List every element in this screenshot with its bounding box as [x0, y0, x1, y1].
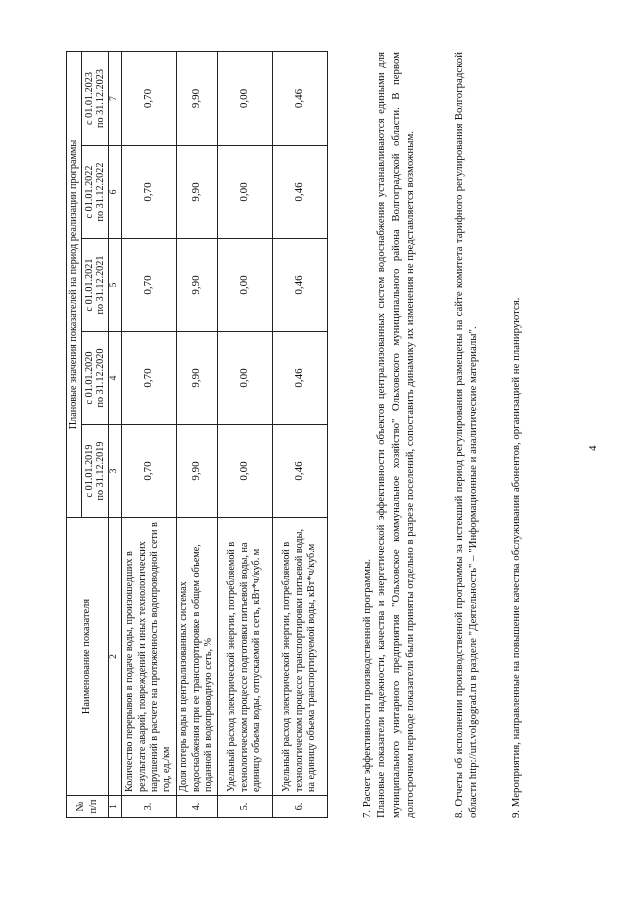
section-9-text: 9. Мероприятия, направленные на повышение качества обслуживания абонентов, организацией не планируются.: [510, 297, 522, 818]
column-index: 3: [109, 425, 122, 518]
section-8-text: 8. Отчеты об исполнении производственной программы за истекший период регулирования размещены на сайте комитета тарифного регулирования Волгоградской области http://urt.volgograd.ru в разделе "Деятельность" – "Информационные и аналитические материалы".: [453, 52, 480, 818]
column-index: 5: [109, 239, 122, 332]
indicator-value: 0,46: [272, 239, 327, 332]
indicator-value: 0,00: [217, 146, 272, 239]
indicator-value: 9,90: [176, 332, 217, 425]
indicator-value: 9,90: [176, 239, 217, 332]
indicator-value: 9,90: [176, 146, 217, 239]
indicator-value: 0,46: [272, 52, 327, 146]
indicator-value: 0,00: [217, 52, 272, 146]
col-name-header: Наименование показателя: [67, 518, 109, 796]
indicator-value: 9,90: [176, 425, 217, 518]
indicator-value: 0,00: [217, 332, 272, 425]
table-row: [217, 52, 272, 818]
section-7-title: 7. Расчет эффективности производственной программы.: [361, 558, 373, 818]
row-number: 3.: [121, 796, 176, 818]
period-header: с 01.01.2022 по 31.12.2022: [82, 146, 109, 239]
indicator-value: 0,46: [272, 146, 327, 239]
indicator-value: 0,70: [121, 332, 176, 425]
period-header: с 01.01.2023 по 31.12.2023: [82, 52, 109, 146]
indicator-value: 0,46: [272, 425, 327, 518]
column-index: 4: [109, 332, 122, 425]
column-index: 7: [109, 52, 122, 146]
indicator-value: 0,70: [121, 146, 176, 239]
column-index: 1: [109, 796, 122, 818]
indicator-value: 0,00: [217, 239, 272, 332]
row-number: 5.: [217, 796, 272, 818]
table-header-row: [67, 52, 82, 818]
plan-header: Плановые значения показателей на период реализации программы: [67, 52, 82, 518]
section-8: [452, 52, 481, 818]
period-header: с 01.01.2021 по 31.12.2021: [82, 239, 109, 332]
indicator-value: 0,70: [121, 239, 176, 332]
indicator-value: 0,70: [121, 425, 176, 518]
section-9: [509, 52, 523, 818]
table-row: [176, 52, 217, 818]
period-header: с 01.01.2019 по 31.12.2019: [82, 425, 109, 518]
row-number: 6.: [272, 796, 327, 818]
table-row: [272, 52, 327, 818]
section-7: [360, 52, 417, 818]
row-number: 4.: [176, 796, 217, 818]
indicator-value: 0,00: [217, 425, 272, 518]
indicator-value: 9,90: [176, 52, 217, 146]
page-number: 4: [587, 445, 599, 451]
column-index: 6: [109, 146, 122, 239]
indicator-name: Количество перерывов в подаче воды, произошедших в результате аварий, повреждений и иных технологических нарушений в расчете на протяженность водопроводной сети в год, ед./км: [121, 518, 176, 796]
indicator-value: 0,70: [121, 52, 176, 146]
indicator-value: 0,46: [272, 332, 327, 425]
section-7-text: Плановые показатели надежности, качества и энергетической эффективности объектов централизованных систем водоснабжения устанавливаются едиными для муниципального унитарного предприятия "Ольховское коммунальное хозяйство" Ольховского муниципального района Волгоградской области. В первом долгосрочном периоде показатели были приняты отдельно в разрезе поселений, сопоставить динамику их изменения не представляется возможным.: [375, 52, 417, 818]
table-row: [121, 52, 176, 818]
indicator-name: Удельный расход электрической энергии, потребляемой в технологическом процессе транспортировки питьевой воды, на единицу объема транспортируемой воды, кВт*ч/куб.м: [272, 518, 327, 796]
indicators-table: [66, 51, 328, 818]
indicator-name: Доля потерь воды в централизованных системах водоснабжения при ее транспортировке в общем объеме, поданной в водопроводную сеть, %: [176, 518, 217, 796]
indicator-name: Удельный расход электрической энергии, потребляемой в технологическом процессе подготовки питьевой воды, на единицу объема воды, отпускаемой в сеть, кВт*ч/куб. м: [217, 518, 272, 796]
period-header: с 01.01.2020 по 31.12.2020: [82, 332, 109, 425]
column-index-row: [109, 52, 122, 818]
column-index: 2: [109, 518, 122, 796]
col-num-header: № п/п: [67, 796, 109, 818]
